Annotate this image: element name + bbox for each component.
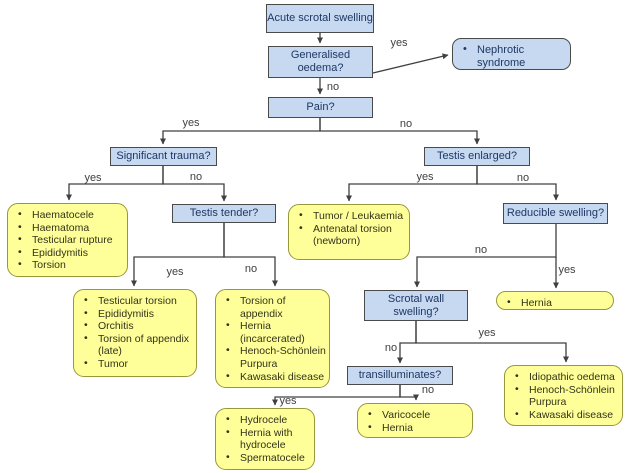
outcome-item: • Testicular torsion [83, 295, 193, 308]
outcome-enlarged-yes-list [288, 204, 410, 260]
decision-acute-scrotal-swelling [266, 4, 374, 33]
outcome-scrotal-wall-yes-list [504, 365, 623, 426]
edge-label-yes: yes [84, 172, 102, 184]
edge-label-yes: yes [416, 171, 434, 183]
outcome-item: • Kawasaki disease [225, 371, 326, 384]
outcome-item: • Henoch-Schönlein Purpura [514, 384, 619, 409]
outcome-list [505, 366, 622, 424]
outcome-item: • Varicocele [367, 409, 469, 422]
outcome-trauma-yes-list [7, 203, 128, 277]
outcome-item: • Orchitis [83, 320, 193, 333]
node-label: Scrotal wall swelling? [387, 292, 445, 318]
edge-label-yes: yes [166, 266, 184, 278]
decision-significant-trauma [110, 147, 217, 166]
edge-label-no: no [516, 172, 530, 184]
outcome-item: • Hydrocele [225, 414, 311, 427]
outcome-item: • Spermatocele [225, 452, 311, 465]
node-label: Acute scrotal swelling [267, 12, 373, 25]
outcome-list [358, 404, 472, 437]
edge-label-no: no [474, 244, 488, 256]
node-label: Reducible swelling? [506, 207, 605, 220]
outcome-item: • Tumor [83, 358, 193, 371]
outcome-list [497, 292, 613, 313]
edge-label-no: no [189, 171, 203, 183]
decision-testis-enlarged [424, 147, 530, 166]
outcome-transilluminates-no-list [357, 403, 473, 438]
outcome-reducible-yes-list [496, 291, 614, 310]
decision-scrotal-wall-swelling [364, 290, 468, 321]
outcome-item: • Hernia (incarcerated) [225, 320, 326, 345]
outcome-item: • Epididymitis [83, 308, 193, 321]
outcome-item: • Epididymitis [17, 247, 124, 260]
outcome-item: • Idiopathic oedema [514, 371, 619, 384]
node-label: Testis enlarged? [436, 150, 518, 163]
node-label: Testis tender? [189, 207, 259, 220]
outcome-nephrotic-syndrome [452, 38, 571, 70]
edge-label-no: no [384, 342, 398, 354]
outcome-item: • Tumor / Leukaemia [298, 210, 406, 223]
node-label: Generalised oedema? [290, 49, 351, 74]
edge-label-no: no [399, 118, 413, 130]
edge-label-yes: yes [390, 37, 408, 49]
edge-label-yes: yes [478, 327, 496, 339]
outcome-item: • Haematocele [17, 209, 124, 222]
edge-scrotal-wall-no [400, 321, 416, 363]
decision-generalised-oedema [268, 46, 373, 78]
edge-tender-no [224, 223, 275, 286]
outcome-list [216, 409, 314, 467]
decision-testis-tender [172, 204, 276, 223]
outcome-item: • Torsion of appendix (late) [83, 333, 193, 358]
outcome-list [8, 204, 127, 275]
outcome-transilluminates-yes-list [215, 408, 315, 470]
decision-reducible-swelling [503, 203, 608, 224]
edge-label-yes: yes [558, 264, 576, 276]
edge-pain-to-enlarged [320, 118, 477, 144]
outcome-list [453, 39, 570, 72]
outcome-item: • Testicular rupture [17, 234, 124, 247]
edge-label-yes: yes [279, 395, 297, 407]
outcome-tender-yes-list [73, 289, 197, 377]
outcome-item: • Torsion [17, 259, 124, 272]
outcome-item: • Nephrotic syndrome [462, 44, 567, 69]
edge-generalised-to-nephrotic [373, 55, 448, 73]
outcome-item: • Kawasaki disease [514, 409, 619, 422]
outcome-item: • Hernia with hydrocele [225, 427, 311, 452]
outcome-item: • Henoch-Schönlein Purpura [225, 345, 326, 370]
outcome-tender-no-list [215, 289, 330, 388]
edge-label-no: no [244, 263, 258, 275]
edge-label-no: no [326, 81, 340, 93]
node-label: Significant trauma? [116, 150, 211, 163]
outcome-list [216, 290, 329, 386]
node-label: transilluminates? [358, 369, 442, 382]
outcome-item: • Hernia [506, 297, 610, 310]
outcome-list [289, 205, 409, 251]
edge-label-yes: yes [182, 117, 200, 129]
decision-transilluminates [347, 366, 453, 385]
decision-pain [268, 97, 373, 118]
outcome-item: • Hernia [367, 422, 469, 435]
outcome-item: • Antenatal torsion (newborn) [298, 223, 406, 248]
outcome-list [74, 290, 196, 374]
outcome-item: • Haematoma [17, 222, 124, 235]
node-label: Pain? [306, 101, 335, 114]
edge-enlarged-yes [349, 166, 477, 201]
edge-trauma-yes [69, 166, 163, 200]
outcome-item: • Torsion of appendix [225, 295, 326, 320]
edge-label-no: no [421, 384, 435, 396]
edge-transilluminates-no [400, 385, 416, 400]
